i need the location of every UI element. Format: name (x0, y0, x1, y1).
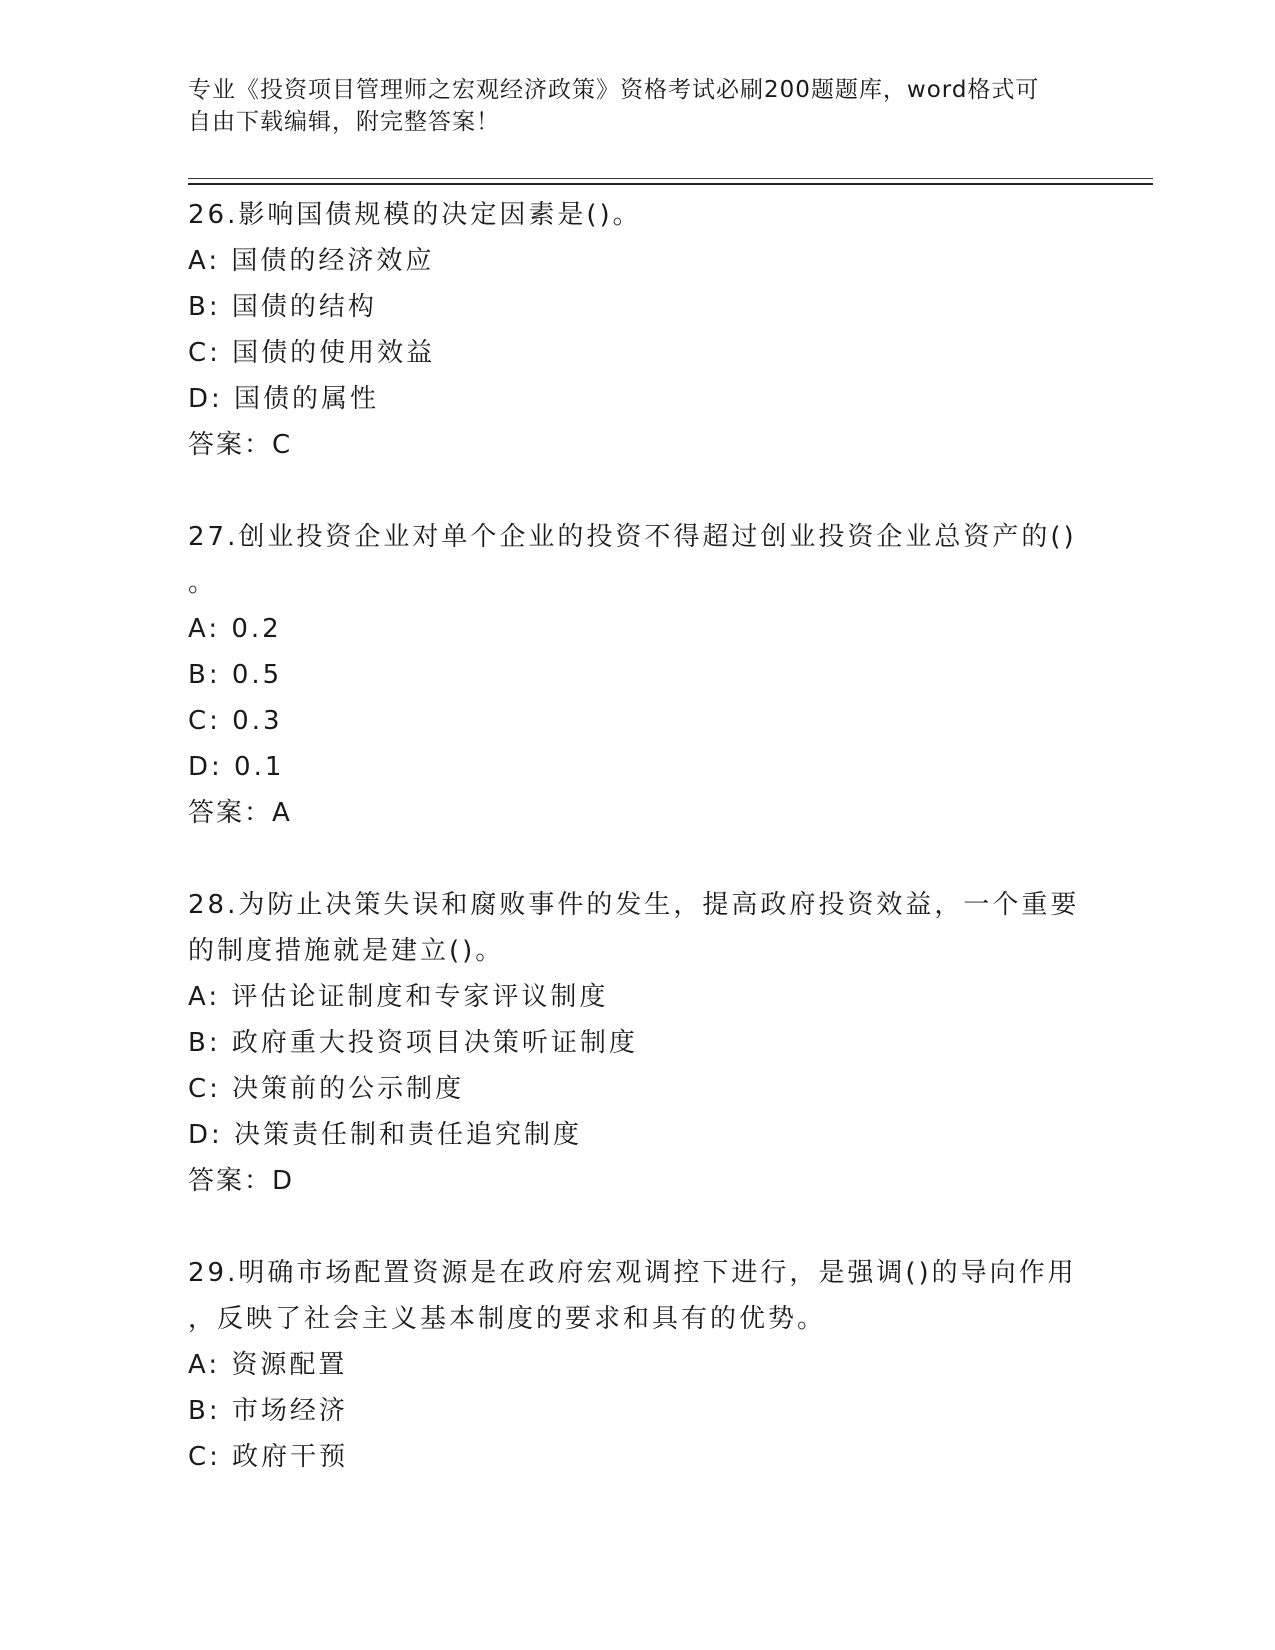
question-stem: 29.明确市场配置资源是在政府宏观调控下进行，是强调()的导向作用 (188, 1258, 1077, 1288)
option-a: A: 国债的经济效应 (188, 246, 435, 276)
option-c: C: 国债的使用效益 (188, 338, 436, 368)
header-divider-thick (188, 183, 1153, 185)
option-c: C: 决策前的公示制度 (188, 1074, 465, 1104)
header-divider-thin (188, 178, 1153, 179)
option-b: B: 国债的结构 (188, 292, 377, 322)
question-stem-continued: ，反映了社会主义基本制度的要求和具有的优势。 (188, 1304, 827, 1334)
option-b: B: 市场经济 (188, 1396, 348, 1426)
question-stem-continued: 。 (188, 568, 218, 598)
question-26 (188, 192, 1088, 468)
question-28 (188, 882, 1088, 1204)
answer-line: 答案：C (188, 430, 293, 460)
answer-line: 答案：A (188, 798, 292, 828)
question-list (188, 192, 1088, 1526)
option-a: A: 0.2 (188, 614, 282, 644)
answer-line: 答案：D (188, 1166, 295, 1196)
question-29 (188, 1250, 1088, 1480)
option-d: D: 决策责任制和责任追究制度 (188, 1120, 583, 1150)
option-b: B: 0.5 (188, 660, 283, 690)
option-d: D: 国债的属性 (188, 384, 380, 414)
option-c: C: 政府干预 (188, 1442, 349, 1472)
question-stem-continued: 的制度措施就是建立()。 (188, 936, 505, 966)
question-27 (188, 514, 1088, 836)
option-d: D: 0.1 (188, 752, 285, 782)
question-stem: 27.创业投资企业对单个企业的投资不得超过创业投资企业总资产的() (188, 522, 1077, 552)
question-stem: 26.影响国债规模的决定因素是()。 (188, 200, 642, 230)
header-line-2: 自由下载编辑，附完整答案！ (188, 109, 500, 135)
question-stem: 28.为防止决策失误和腐败事件的发生，提高政府投资效益，一个重要 (188, 890, 1080, 920)
option-a: A: 资源配置 (188, 1350, 348, 1380)
option-c: C: 0.3 (188, 706, 283, 736)
option-b: B: 政府重大投资项目决策听证制度 (188, 1028, 638, 1058)
header-line-1: 专业《投资项目管理师之宏观经济政策》资格考试必刷200题题库，word格式可 (188, 77, 1040, 103)
option-a: A: 评估论证制度和专家评议制度 (188, 982, 609, 1012)
document-header (188, 74, 1068, 138)
